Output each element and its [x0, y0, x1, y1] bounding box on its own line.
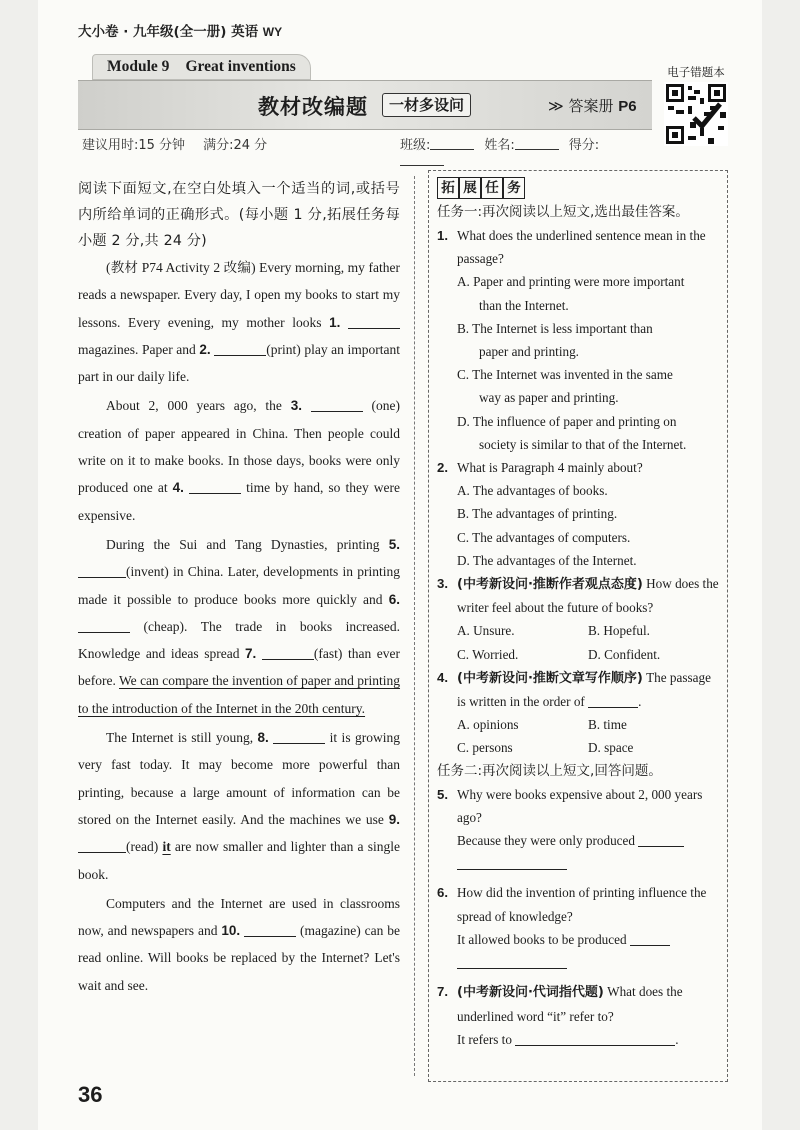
option-c[interactable]: C. Worried.	[457, 646, 519, 662]
passage-paragraph-5	[78, 890, 400, 999]
option-b[interactable]: B. The advantages of printing.	[457, 506, 618, 522]
option-d[interactable]: D. Confident.	[588, 646, 661, 662]
question-text: The passage is written in the order of	[457, 669, 711, 710]
blank-8[interactable]	[273, 729, 325, 744]
blank-6[interactable]	[78, 618, 130, 633]
question-tag: (中考新设问·推断文章写作顺序)	[457, 670, 643, 686]
option-a[interactable]: A. Paper and printing were more important	[457, 274, 685, 290]
instruction-text: 阅读下面短文,在空白处填入一个适当的词,或括号内所给单词的正确形式。(每小题 1 分,拓展任务每小题 2 分,共 24 分)	[78, 181, 400, 249]
answer-line[interactable]	[515, 1031, 675, 1046]
option-b[interactable]: B. Hopeful.	[588, 623, 650, 639]
text-run: (cheap). The trade in books increased. Knowledge and ideas spread	[78, 618, 400, 662]
passage-paragraph-3	[78, 531, 400, 722]
question-text-end: .	[638, 694, 642, 710]
blank-number: 8.	[257, 730, 269, 746]
q4-options-row-2	[437, 736, 719, 759]
answer-ref-page: P6	[618, 98, 637, 115]
q6-answer	[437, 928, 719, 974]
text-run: it is growing very fast today. It may become more powerful than printing, because a large amount of information can be stored on the Internet easily. And the machines we use	[78, 730, 400, 827]
blank-number: 10.	[221, 923, 241, 939]
score-label: 得分:	[568, 138, 600, 153]
passage-paragraph-1	[78, 254, 400, 390]
blank-3[interactable]	[311, 397, 363, 412]
option-d-cont: society is similar to that of the Internet.	[479, 436, 687, 452]
option-a-cont: than the Internet.	[479, 297, 569, 313]
text-run: The Internet is still young,	[106, 730, 258, 746]
option-a[interactable]: A. The advantages of books.	[457, 483, 608, 499]
time-hint: 建议用时:15 分钟	[82, 138, 186, 153]
heading-char: 务	[503, 177, 525, 199]
text-run: Computers and the Internet are used in classrooms now, and newspapers and	[78, 895, 400, 939]
answer-line[interactable]	[630, 931, 670, 946]
question-2	[437, 456, 719, 479]
question-text: What is Paragraph 4 mainly about?	[457, 460, 643, 476]
option-b[interactable]: B. The Internet is less important than	[457, 320, 653, 336]
answer-ref-prefix: ≫ 答案册	[548, 97, 614, 115]
passage-column	[78, 176, 400, 999]
underlined-word-it: it	[162, 839, 171, 855]
question-number: 2.	[437, 460, 448, 476]
question-7	[437, 980, 719, 1027]
task-1-heading: 任务一:再次阅读以上短文,选出最佳答案。	[437, 204, 689, 220]
q1-options	[437, 270, 719, 456]
text-run: (magazine) can be read online. Will books be replaced by the Internet? Let's wait and see.	[78, 923, 401, 993]
question-text: What does the underlined sentence mean in the passage?	[457, 228, 706, 267]
option-c[interactable]: C. The advantages of computers.	[457, 529, 631, 545]
option-d[interactable]: D. The advantages of the Internet.	[457, 552, 637, 568]
passage-paragraph-4	[78, 724, 400, 888]
blank-number: 5.	[388, 536, 400, 552]
running-head-text: 大小卷 · 九年级(全一册) 英语	[78, 24, 259, 40]
answer-line[interactable]	[638, 832, 684, 847]
name-blank	[515, 137, 559, 150]
q4-options-row-1	[437, 713, 719, 736]
blank-9[interactable]	[78, 838, 126, 853]
question-number: 7.	[437, 984, 448, 1000]
answer-prompt: It refers to	[457, 1031, 516, 1047]
qr-label: 电子错题本	[667, 65, 725, 79]
option-a[interactable]: A. opinions	[457, 717, 519, 733]
question-1	[437, 224, 719, 270]
text-run: are now smaller and lighter than a single book.	[78, 839, 400, 882]
heading-char: 拓	[437, 177, 459, 199]
blank-number: 4.	[172, 480, 184, 496]
edition-code: WY	[262, 25, 283, 39]
page-number: 36	[78, 1082, 103, 1107]
blank-10[interactable]	[244, 922, 296, 937]
question-number: 5.	[437, 786, 448, 802]
heading-char: 展	[459, 177, 481, 199]
answer-end: .	[675, 1031, 679, 1047]
option-d[interactable]: D. The influence of paper and printing on	[457, 413, 677, 429]
blank-number: 3.	[290, 398, 302, 414]
option-b[interactable]: B. time	[588, 717, 627, 733]
name-label: 姓名:	[484, 138, 515, 153]
answer-prompt: It allowed books to be produced	[457, 931, 627, 947]
info-row	[78, 132, 652, 154]
text-run: (one) creation of paper appeared in China. Then people could write on it to make books. In those days, books were only produced one at	[78, 398, 401, 496]
module-title: Great inventions	[185, 58, 296, 75]
task-2-heading: 任务二:再次阅读以上短文,回答问题。	[437, 762, 662, 779]
text-run: About 2, 000 years ago, the	[106, 398, 291, 414]
extension-heading	[437, 177, 719, 199]
option-c-cont: way as paper and printing.	[479, 390, 619, 406]
question-number: 6.	[437, 885, 448, 901]
qr-box[interactable]	[660, 64, 732, 158]
question-text: How does the writer feel about the future of books?	[457, 576, 719, 616]
blank-number: 7.	[245, 646, 257, 662]
blank-4[interactable]	[189, 479, 241, 494]
blank-7[interactable]	[262, 645, 314, 660]
q4-blank[interactable]	[588, 693, 638, 708]
text-run: (invent) in China. Later, developments in printing made it possible to produce books more quickly and	[78, 564, 400, 607]
question-number: 4.	[437, 669, 448, 685]
module-label: Module 9	[107, 58, 170, 75]
q5-answer	[437, 829, 719, 875]
score-hint: 满分:24 分	[203, 138, 268, 153]
q3-options-row-1	[437, 619, 719, 642]
blank-number: 2.	[199, 341, 211, 357]
text-run: (教材 P74 Activity 2 改编) Every morning, my father reads a newspaper. Every day, I open my books to start my lessons. Every evening, my mother looks	[78, 260, 400, 330]
question-3	[437, 572, 719, 619]
text-run: magazines. Paper and	[78, 341, 200, 357]
q7-answer	[437, 1028, 719, 1051]
text-run: (fast) than ever before.	[78, 646, 401, 689]
question-number: 3.	[437, 576, 448, 592]
title-band	[78, 80, 652, 130]
question-tag: (中考新设问·代词指代题)	[457, 985, 604, 1001]
blank-number: 9.	[388, 811, 400, 827]
option-c[interactable]: C. persons	[457, 740, 513, 756]
text-run: time by hand, so they were expensive.	[78, 480, 401, 523]
q2-options	[437, 479, 719, 572]
blank-2[interactable]	[214, 341, 266, 356]
extension-box	[428, 170, 728, 1082]
option-a[interactable]: A. Unsure.	[457, 623, 515, 639]
heading-char: 任	[481, 177, 503, 199]
question-text: What does the underlined word “it” refer to?	[457, 984, 683, 1024]
answer-prompt: Because they were only produced	[457, 833, 635, 849]
class-label: 班级:	[400, 138, 431, 153]
question-number: 1.	[437, 228, 448, 243]
section-title: 教材改编题	[258, 95, 368, 119]
blank-number: 6.	[388, 591, 400, 607]
blank-1[interactable]	[348, 314, 400, 329]
q3-options-row-2	[437, 643, 719, 666]
blank-5[interactable]	[78, 563, 126, 578]
option-b-cont: paper and printing.	[479, 344, 579, 360]
section-banner	[78, 50, 652, 158]
score-blank	[400, 153, 444, 166]
module-tab	[92, 54, 311, 80]
question-4	[437, 666, 719, 713]
option-d[interactable]: D. space	[588, 740, 634, 756]
passage-paragraph-2	[78, 392, 400, 528]
text-run: (print) play an important part in our daily life.	[78, 341, 401, 385]
question-5	[437, 783, 719, 829]
section-tag: 一材多设问	[382, 93, 471, 117]
class-blank	[430, 137, 474, 150]
answer-line-2[interactable]	[457, 855, 567, 870]
question-text: Why were books expensive about 2, 000 years ago?	[457, 786, 703, 825]
text-run: During the Sui and Tang Dynasties, printing	[106, 536, 389, 552]
question-6	[437, 881, 719, 927]
question-text: How did the invention of printing influence the spread of knowledge?	[457, 885, 707, 924]
text-run: (read)	[126, 839, 163, 855]
question-tag: (中考新设问·推断作者观点态度)	[457, 577, 643, 593]
option-c[interactable]: C. The Internet was invented in the same	[457, 367, 673, 383]
answer-line-2[interactable]	[457, 954, 567, 969]
answer-reference	[548, 95, 637, 116]
running-head	[78, 20, 282, 40]
qr-code-icon[interactable]	[664, 82, 728, 146]
column-divider	[414, 176, 415, 1076]
blank-number: 1.	[329, 314, 341, 330]
underlined-sentence: We can compare the invention of paper and printing to the introduction of the Internet in the 20th century.	[78, 673, 401, 716]
